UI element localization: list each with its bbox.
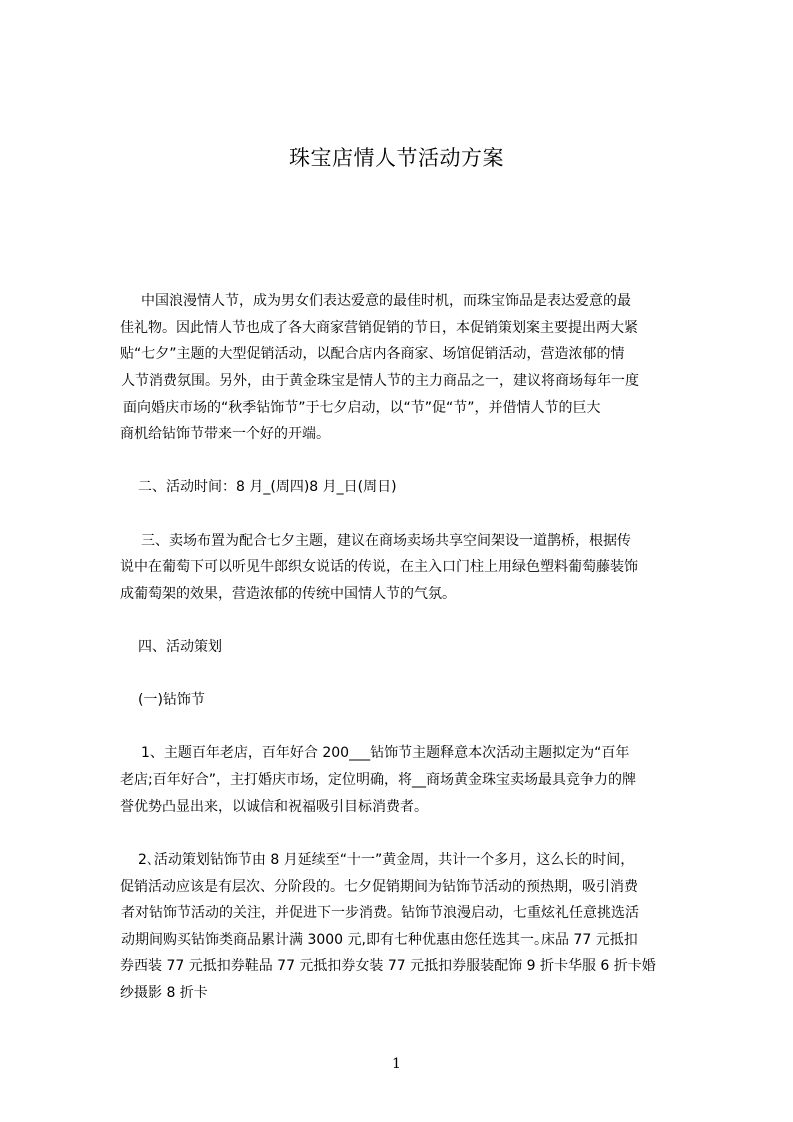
paragraph-1-line-1: 中国浪漫情人节，成为男女们表达爱意的最佳时机，而珠宝饰品是表达爱意的最	[141, 293, 631, 309]
item-2-line-4: 动期间购买钻饰类商品累计满 3000 元,即有七种优惠由您任选其一｡床品 77 元抵扣	[121, 932, 638, 948]
page-number: 1	[392, 1056, 401, 1072]
item-1-line-1: 1、主题百年老店，百年好合 200___钻饰节主题释意本次活动主题拟定为“百年	[141, 745, 630, 761]
document-title: 珠宝店情人节活动方案	[289, 146, 504, 170]
item-2-line-3: 者对钻饰节活动的关注，并促进下一步消费。钻饰节浪漫启动，七重炫礼任意挑选活	[121, 905, 639, 921]
paragraph-1-line-2: 佳礼物。因此情人节也成了各大商家营销促销的节日，本促销策划案主要提出两大紧	[120, 320, 638, 336]
item-2-line-5: 券西装 77 元抵扣券鞋品 77 元抵扣券女装 77 元抵扣券服装配饰 9 折卡华服 6 折卡婚	[120, 958, 656, 974]
section-activity-time: 二、活动时间：8 月_(周四)8 月_日(周日)	[138, 479, 397, 495]
item-1-line-3: 誉优势凸显出来，以诚信和祝福吸引目标消费者。	[120, 799, 428, 815]
section-heading-activity-plan: 四、活动策划	[138, 639, 222, 655]
paragraph-1-line-4: 人节消费氛围。另外，由于黄金珠宝是情人节的主力商品之一，建议将商场每年一度	[121, 373, 639, 389]
paragraph-1-line-6: 商机给钻饰节带来一个好的开端。	[120, 426, 330, 442]
item-2-line-2: 促销活动应该是有层次、分阶段的。七夕促销期间为钻饰节活动的预热期，吸引消费	[120, 879, 638, 895]
paragraph-1-line-5: 面向婚庆市场的“秋季钻饰节”于七夕启动，以“节”促“节”，并借情人节的巨大	[123, 400, 601, 416]
item-2-line-6: 纱摄影 8 折卡	[120, 985, 208, 1001]
item-2-line-1: 2､活动策划钻饰节由 8 月延续至“十一”黄金周，共计一个多月，这么长的时间，	[138, 852, 635, 868]
paragraph-3-line-1: 三、卖场布置为配合七夕主题，建议在商场卖场共享空间架设一道鹊桥，根据传	[141, 533, 631, 549]
paragraph-3-line-3: 成葡萄架的效果，营造浓郁的传统中国情人节的气氛。	[120, 586, 456, 602]
paragraph-3-line-2: 说中在葡萄下可以听见牛郎织女说话的传说，在主入口门柱上用绿色塑料葡萄藤装饰	[120, 559, 638, 575]
subsection-heading-diamond-festival: (一)钻饰节	[138, 692, 205, 708]
paragraph-1-line-3: 贴“七夕”主题的大型促销活动，以配合店内各商家、场馆促销活动，营造浓郁的情	[120, 346, 625, 362]
item-1-line-2: 老店;百年好合”，主打婚庆市场，定位明确，将__商场黄金珠宝卖场最具竞争力的牌	[120, 772, 636, 788]
